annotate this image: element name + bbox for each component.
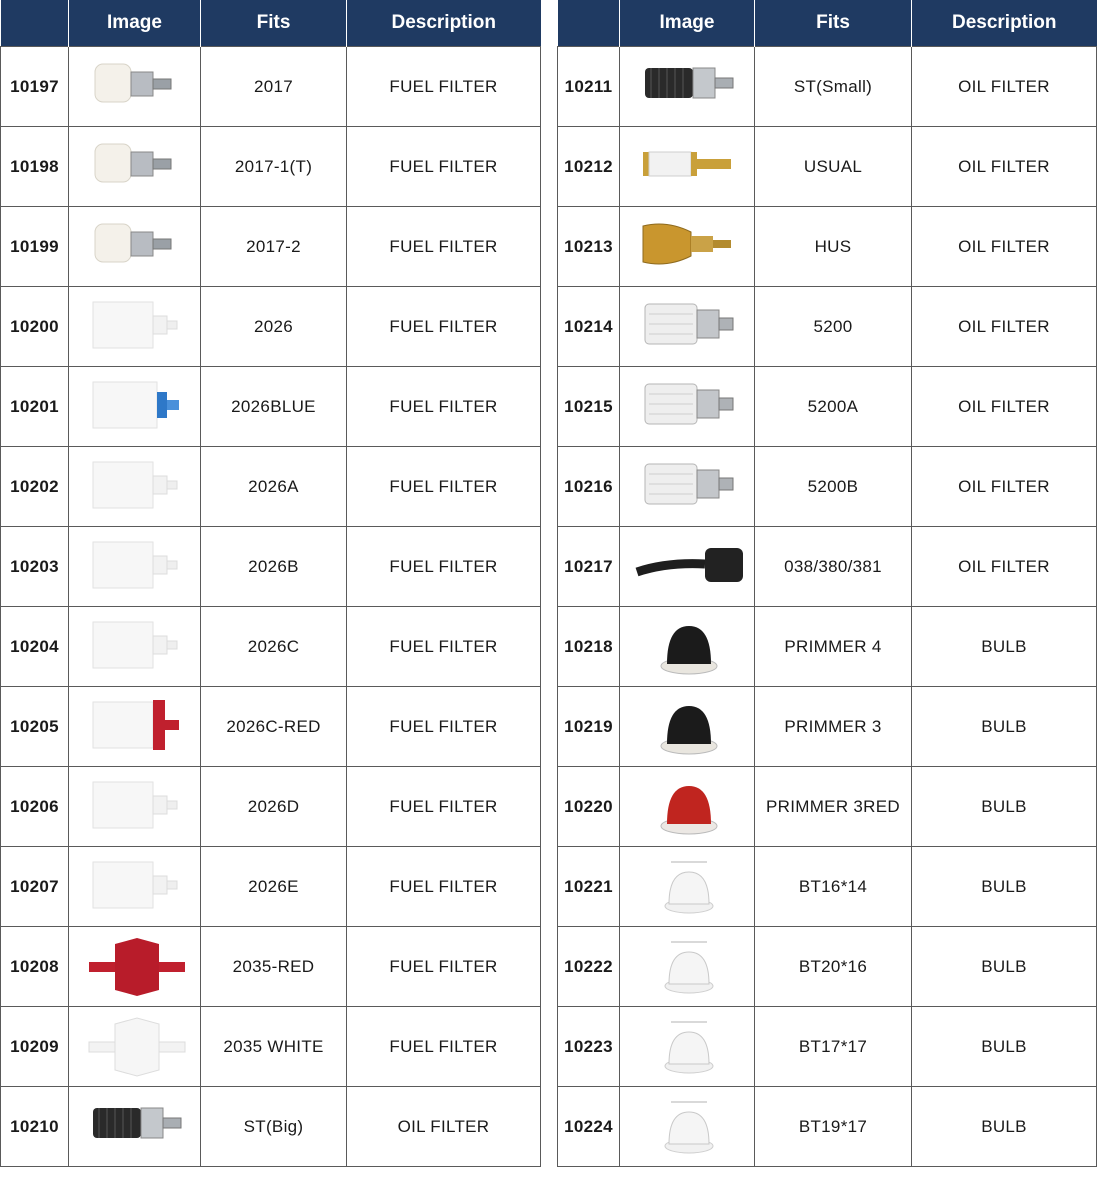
fits-value: 2017-2 xyxy=(201,207,347,287)
table-row xyxy=(558,927,1097,1007)
fits-value: 5200 xyxy=(755,287,912,367)
table-row xyxy=(1,287,541,367)
product-image xyxy=(69,927,201,1007)
table-row xyxy=(1,1087,541,1167)
product-image xyxy=(69,607,201,687)
table-row xyxy=(1,47,541,127)
white-filter-icon xyxy=(75,772,195,842)
table-header-row xyxy=(558,0,1097,47)
table-row xyxy=(1,367,541,447)
table-row xyxy=(558,767,1097,847)
product-image xyxy=(69,847,201,927)
inline-white-filter-icon xyxy=(75,1012,195,1082)
fits-value: HUS xyxy=(755,207,912,287)
description-value: FUEL FILTER xyxy=(347,447,541,527)
fits-value: 2026D xyxy=(201,767,347,847)
table-row xyxy=(558,1007,1097,1087)
red-cap-filter-icon xyxy=(75,692,195,762)
part-code: 10211 xyxy=(558,47,620,127)
header-image: Image xyxy=(620,0,755,47)
table-row xyxy=(1,207,541,287)
product-image xyxy=(69,127,201,207)
description-value: BULB xyxy=(912,847,1097,927)
part-code: 10212 xyxy=(558,127,620,207)
product-image xyxy=(620,687,755,767)
fits-value: 038/380/381 xyxy=(755,527,912,607)
parts-table-right xyxy=(557,0,1097,1167)
white-filter-icon xyxy=(75,612,195,682)
screen-oil-filter-icon xyxy=(627,372,747,442)
blue-filter-icon xyxy=(75,372,195,442)
description-value: BULB xyxy=(912,607,1097,687)
fits-value: USUAL xyxy=(755,127,912,207)
table-row xyxy=(558,527,1097,607)
mesh-oil-filter-icon xyxy=(75,1092,195,1162)
product-image xyxy=(620,447,755,527)
description-value: FUEL FILTER xyxy=(347,607,541,687)
header-description: Description xyxy=(347,0,541,47)
product-image xyxy=(69,767,201,847)
fits-value: 2026E xyxy=(201,847,347,927)
black-bulb-icon xyxy=(627,612,747,682)
product-image xyxy=(69,1087,201,1167)
fits-value: PRIMMER 3 xyxy=(755,687,912,767)
clear-bulb-icon xyxy=(627,852,747,922)
table-row xyxy=(558,607,1097,687)
product-image xyxy=(620,1007,755,1087)
fits-value: 2026B xyxy=(201,527,347,607)
header-code xyxy=(558,0,620,47)
description-value: OIL FILTER xyxy=(912,127,1097,207)
product-image xyxy=(69,527,201,607)
fits-value: ST(Big) xyxy=(201,1087,347,1167)
description-value: FUEL FILTER xyxy=(347,127,541,207)
part-code: 10203 xyxy=(1,527,69,607)
fits-value: 2017-1(T) xyxy=(201,127,347,207)
description-value: FUEL FILTER xyxy=(347,367,541,447)
part-code: 10214 xyxy=(558,287,620,367)
part-code: 10221 xyxy=(558,847,620,927)
product-image xyxy=(620,527,755,607)
description-value: OIL FILTER xyxy=(912,287,1097,367)
table-row xyxy=(1,1007,541,1087)
product-image xyxy=(69,687,201,767)
product-image xyxy=(69,1007,201,1087)
part-code: 10220 xyxy=(558,767,620,847)
part-code: 10210 xyxy=(1,1087,69,1167)
felt-filter-icon xyxy=(75,132,195,202)
table-row xyxy=(1,687,541,767)
description-value: OIL FILTER xyxy=(912,207,1097,287)
table-row xyxy=(1,927,541,1007)
description-value: OIL FILTER xyxy=(912,367,1097,447)
brass-oil-filter-icon xyxy=(627,212,747,282)
felt-filter-icon xyxy=(75,52,195,122)
table-row xyxy=(1,767,541,847)
product-image xyxy=(69,367,201,447)
product-image xyxy=(69,47,201,127)
header-code xyxy=(1,0,69,47)
product-image xyxy=(620,287,755,367)
part-code: 10198 xyxy=(1,127,69,207)
table-row xyxy=(558,687,1097,767)
product-image xyxy=(620,927,755,1007)
white-filter-icon xyxy=(75,532,195,602)
description-value: OIL FILTER xyxy=(912,47,1097,127)
fits-value: 2035-RED xyxy=(201,927,347,1007)
product-image xyxy=(620,367,755,447)
description-value: BULB xyxy=(912,687,1097,767)
description-value: FUEL FILTER xyxy=(347,527,541,607)
header-fits: Fits xyxy=(755,0,912,47)
description-value: BULB xyxy=(912,767,1097,847)
red-bulb-icon xyxy=(627,772,747,842)
part-code: 10201 xyxy=(1,367,69,447)
description-value: FUEL FILTER xyxy=(347,847,541,927)
fits-value: BT17*17 xyxy=(755,1007,912,1087)
fits-value: 2035 WHITE xyxy=(201,1007,347,1087)
mesh-oil-filter-icon xyxy=(627,52,747,122)
header-fits: Fits xyxy=(201,0,347,47)
part-code: 10224 xyxy=(558,1087,620,1167)
fits-value: 2026C xyxy=(201,607,347,687)
description-value: BULB xyxy=(912,927,1097,1007)
fits-value: PRIMMER 3RED xyxy=(755,767,912,847)
part-code: 10206 xyxy=(1,767,69,847)
product-image xyxy=(620,127,755,207)
part-code: 10208 xyxy=(1,927,69,1007)
description-value: BULB xyxy=(912,1087,1097,1167)
description-value: FUEL FILTER xyxy=(347,927,541,1007)
part-code: 10213 xyxy=(558,207,620,287)
product-image xyxy=(620,767,755,847)
description-value: FUEL FILTER xyxy=(347,287,541,367)
table-header-row xyxy=(1,0,541,47)
table-row xyxy=(1,447,541,527)
description-value: FUEL FILTER xyxy=(347,47,541,127)
product-image xyxy=(620,47,755,127)
inline-red-filter-icon xyxy=(75,932,195,1002)
part-code: 10202 xyxy=(1,447,69,527)
header-description: Description xyxy=(912,0,1097,47)
part-code: 10215 xyxy=(558,367,620,447)
part-code: 10216 xyxy=(558,447,620,527)
clear-bulb-icon xyxy=(627,1012,747,1082)
table-row xyxy=(558,847,1097,927)
part-code: 10204 xyxy=(1,607,69,687)
hose-oil-filter-icon xyxy=(627,532,747,602)
description-value: FUEL FILTER xyxy=(347,207,541,287)
white-filter-icon xyxy=(75,852,195,922)
product-image xyxy=(69,287,201,367)
table-row xyxy=(558,127,1097,207)
fits-value: 2017 xyxy=(201,47,347,127)
screen-oil-filter-icon xyxy=(627,452,747,522)
part-code: 10218 xyxy=(558,607,620,687)
description-value: OIL FILTER xyxy=(912,527,1097,607)
part-code: 10219 xyxy=(558,687,620,767)
felt-filter-icon xyxy=(75,212,195,282)
part-code: 10205 xyxy=(1,687,69,767)
product-image xyxy=(620,607,755,687)
fits-value: 2026C-RED xyxy=(201,687,347,767)
part-code: 10223 xyxy=(558,1007,620,1087)
screen-oil-filter-icon xyxy=(627,292,747,362)
description-value: BULB xyxy=(912,1007,1097,1087)
product-image xyxy=(620,1087,755,1167)
table-row xyxy=(558,447,1097,527)
clear-bulb-icon xyxy=(627,1092,747,1162)
clear-bulb-icon xyxy=(627,932,747,1002)
part-code: 10197 xyxy=(1,47,69,127)
table-row xyxy=(558,207,1097,287)
product-image xyxy=(620,847,755,927)
fits-value: 5200B xyxy=(755,447,912,527)
fits-value: BT19*17 xyxy=(755,1087,912,1167)
part-code: 10209 xyxy=(1,1007,69,1087)
fits-value: 2026 xyxy=(201,287,347,367)
table-row xyxy=(1,527,541,607)
white-filter-icon xyxy=(75,292,195,362)
fits-value: BT16*14 xyxy=(755,847,912,927)
part-code: 10200 xyxy=(1,287,69,367)
fits-value: ST(Small) xyxy=(755,47,912,127)
table-row xyxy=(558,367,1097,447)
part-code: 10222 xyxy=(558,927,620,1007)
product-image xyxy=(69,447,201,527)
part-code: 10217 xyxy=(558,527,620,607)
table-row xyxy=(1,607,541,687)
description-value: FUEL FILTER xyxy=(347,687,541,767)
table-row xyxy=(558,1087,1097,1167)
black-bulb-icon xyxy=(627,692,747,762)
fits-value: 5200A xyxy=(755,367,912,447)
clear-oil-filter-icon xyxy=(627,132,747,202)
table-row xyxy=(1,847,541,927)
description-value: FUEL FILTER xyxy=(347,1007,541,1087)
white-filter-icon xyxy=(75,452,195,522)
description-value: FUEL FILTER xyxy=(347,767,541,847)
part-code: 10199 xyxy=(1,207,69,287)
table-row xyxy=(1,127,541,207)
header-image: Image xyxy=(69,0,201,47)
fits-value: 2026BLUE xyxy=(201,367,347,447)
parts-table-left xyxy=(0,0,541,1167)
part-code: 10207 xyxy=(1,847,69,927)
fits-value: 2026A xyxy=(201,447,347,527)
table-row xyxy=(558,47,1097,127)
product-image xyxy=(69,207,201,287)
description-value: OIL FILTER xyxy=(347,1087,541,1167)
fits-value: BT20*16 xyxy=(755,927,912,1007)
table-row xyxy=(558,287,1097,367)
product-image xyxy=(620,207,755,287)
fits-value: PRIMMER 4 xyxy=(755,607,912,687)
description-value: OIL FILTER xyxy=(912,447,1097,527)
